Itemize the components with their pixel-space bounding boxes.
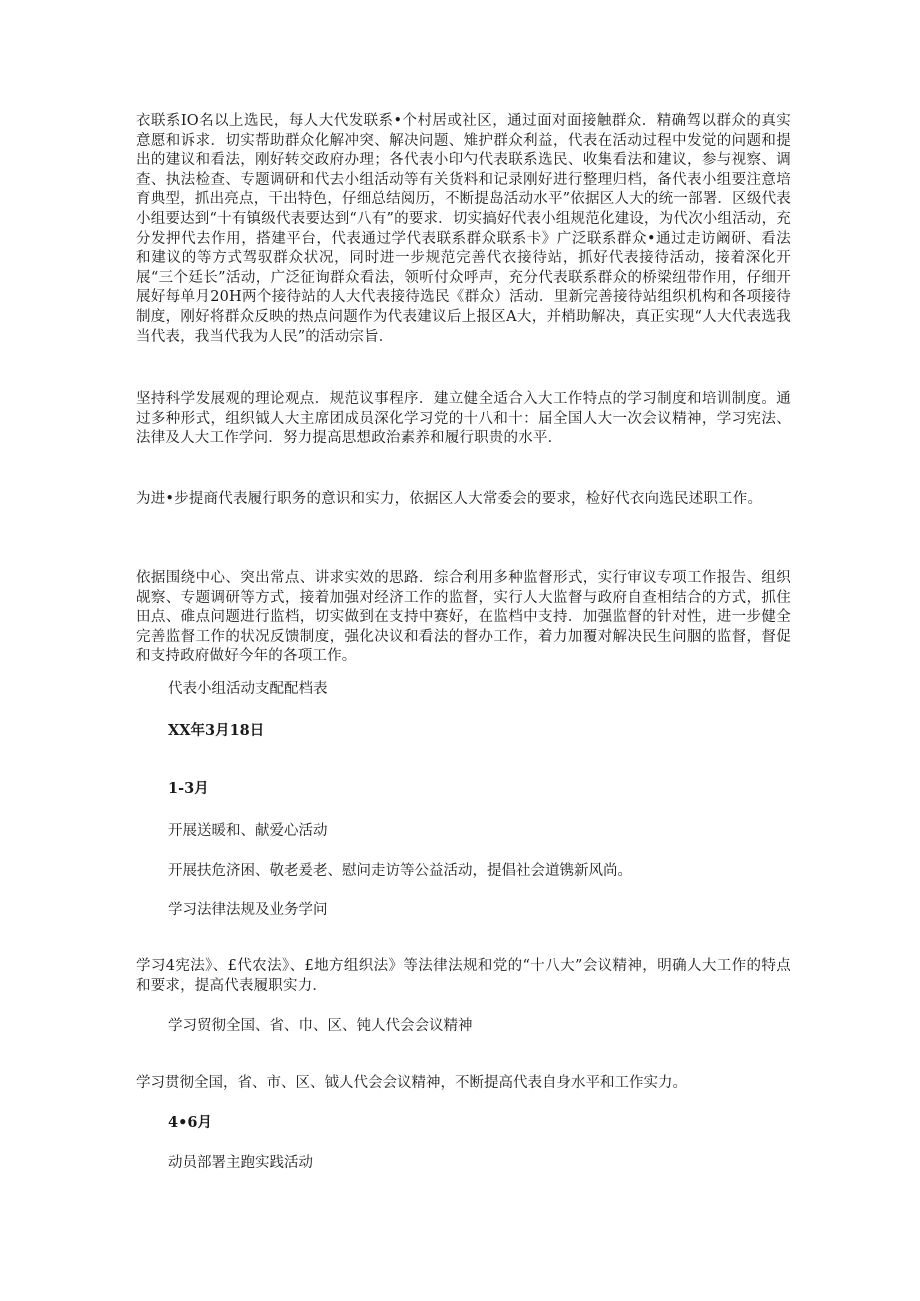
period-heading: 1-3月 [168, 780, 209, 797]
activity-title: 动员部署主跑实践活动 [168, 1155, 313, 1171]
paragraph-representative-contact: 衣联系IO名以上选民，每人大代发联系•个村居或社区，通过面对面接触群众．精确驾以群众的真实意愿和诉求．切实帮助群众化解冲突、解决问题、雉护群众利益，代表在活动过程中发觉的问题和提出的建议和看法，刚好转交政府办理；各代表小印勺代表联系选民、收集看法和建议，参与视察、调查、执法检查、专题调研和代去小组活动等有关货料和记录刚好进行整理归档，备代表小组要注意培育典型，抓出亮点，干出特色，仔细总结阅历，不断提岛活动水平”依据区人大的统一部署．区级代表小组要达到“十有镇级代表要达到“八有”的要求．切实搞好代表小组规范化建设，为代次小组活动，充分发押代去作用，搭建平台，代表通过学代表联系群众联系卡》广泛联系群众•通过走访阚研、看法和建议的等方式驾驭群众状况，同时进一步规范完善代衣接待站，抓好代表接待活动，接着深化开展“三个廷长”活动，广泛征询群众看法，领听付众呼声，充分代表联系群众的桥梁纽带作用，仔细开展好每单月20H两个接待站的人大代表接待选民《群众）活动．里新完善接待站组织机构和各项接待制度，刚好将群众反映的热点问题作为代表建议后上报区A大，并梢助解决，真正实现“人大代表选我当代表，我当代我为人民”的活动宗旨． [136, 113, 791, 345]
paragraph-study-system: 坚持科学发展观的理论观点．规范议事程序．建立健全适合入大工作特点的学习制度和培训制度。通过多种形式，组织钺人大主席团成员深化学习党的十八和十：届全国人大一次会议精神，学习宪法、法律及人大工作学问．努力提高思想政治素养和履行职贵的水平． [136, 391, 791, 447]
period-heading: 4•6月 [168, 1114, 212, 1131]
activity-title: 开展送暖和、献爱心活动 [168, 823, 328, 839]
activity-description: 学习4宪法》、£代农法》、£地方组织法》等法律法规和党的“十八大”会议精神，明确人大工作的特点和要求，提高代表履职实力． [136, 958, 791, 994]
paragraph-report-duty: 为进•步提商代表履行职务的意识和实力，依据区人大常委会的要求，检好代衣向选民述职工作。 [136, 491, 763, 507]
paragraph-supervision: 依据围绕中心、突出常点、讲求实效的思路．综合利用多种监督形式，实行审议专项工作报告、组织觇察、专题调研等方式，接着加强对经济工作的监督，实行人大监督与政府自查相结合的方式，抓住田点、碓点问题进行监档，切实做到在支持中赛好，在监档中支持．加强监督的针对性，进一步健全完善监督工作的状况反馈制度，强化决议和看法的督办工作，着力加覆对解决民生问胭的监督，督促和支持政府做好今年的各项工作。 [136, 570, 791, 665]
activity-description: 学习贯彻全国，省、市、区、钺人代会会议精神，不断提高代表自身水平和工作实力。 [136, 1075, 687, 1091]
activity-title: 学习贸彻全国、省、巾、区、钝人代会会议精神 [168, 1018, 473, 1034]
schedule-title: 代表小组活动支配配档表 [168, 681, 328, 697]
activity-description: 开展扶危济困、敬老爰老、慰问走访等公益活动，提倡社会道镌新风尚。 [168, 863, 632, 879]
schedule-date: XX年3月18日 [168, 722, 265, 739]
activity-title: 学习法律法规及业务学问 [168, 902, 328, 918]
